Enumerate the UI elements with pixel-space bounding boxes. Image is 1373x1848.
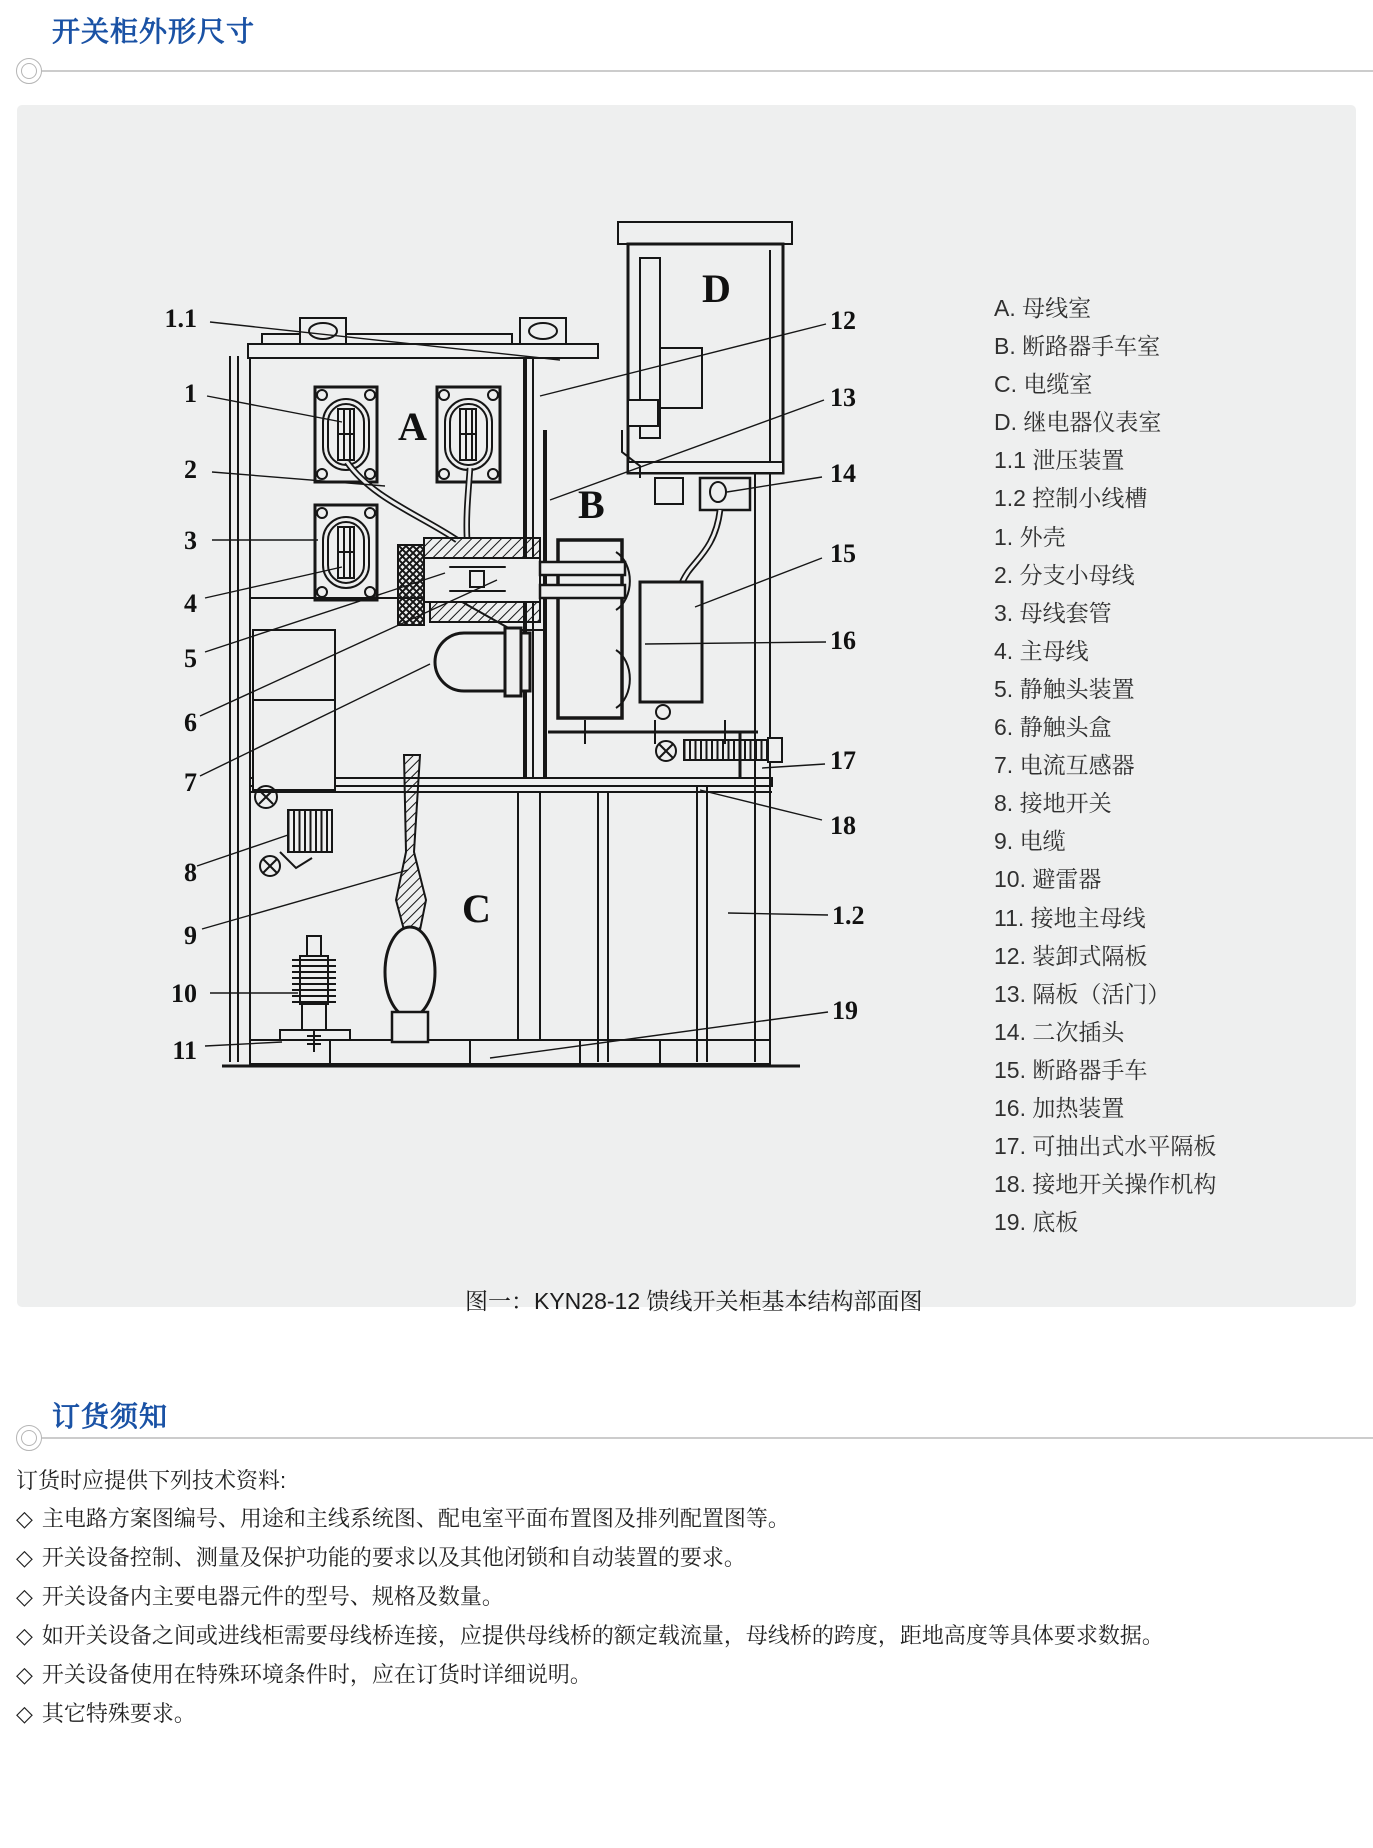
ordering-item-text: 开关设备内主要电器元件的型号、规格及数量。: [41, 1584, 504, 1609]
current-transformer: [435, 628, 530, 696]
callout-label: 6: [184, 708, 197, 737]
section1-ring-icon: [16, 58, 42, 84]
chamber-a-floor: [250, 598, 545, 790]
callout-label: 18: [830, 811, 856, 840]
chamber-c-label: C: [462, 886, 491, 931]
callout-label: 1.2: [832, 901, 865, 930]
figure-panel: [17, 105, 1356, 1314]
legend-item: 11. 接地主母线: [994, 904, 1146, 931]
chamber-b-label: B: [578, 482, 605, 527]
callout-numbers-left: [165, 304, 198, 1065]
legend-item: D. 继电器仪表室: [994, 409, 1162, 436]
heater-and-bus: [548, 720, 782, 778]
section1-divider: [42, 70, 1373, 72]
callout-label: 2: [184, 455, 197, 484]
legend-item: 14. 二次插头: [994, 1018, 1125, 1045]
legend-item: 9. 电缆: [994, 828, 1066, 855]
ordering-item-text: 开关设备控制、测量及保护功能的要求以及其他闭锁和自动装置的要求。: [41, 1545, 746, 1570]
legend-item: 2. 分支小母线: [994, 561, 1135, 588]
callout-label: 16: [830, 626, 856, 655]
callout-label: 4: [184, 589, 197, 618]
figure-legend: [994, 289, 1216, 1241]
legend-item: 10. 避雷器: [994, 866, 1102, 893]
legend-item: 17. 可抽出式水平隔板: [994, 1133, 1217, 1160]
section2-title: 订货须知: [52, 1401, 169, 1432]
legend-item: 8. 接地开关: [994, 790, 1112, 817]
callout-label: 17: [830, 746, 856, 775]
legend-item: 4. 主母线: [994, 637, 1089, 664]
ordering-item: [16, 1697, 196, 1728]
diamond-bullet-icon: ◇: [16, 1623, 33, 1648]
legend-item: 1. 外壳: [994, 523, 1066, 550]
section2-divider: [42, 1437, 1373, 1439]
chamber-d-label: D: [702, 266, 731, 311]
callout-label: 11: [172, 1036, 197, 1065]
callout-label: 3: [184, 526, 197, 555]
ordering-item: [16, 1502, 790, 1533]
callout-label: 8: [184, 858, 197, 887]
legend-item: 19. 底板: [994, 1209, 1079, 1236]
chamber-a-label: A: [398, 404, 427, 449]
diamond-bullet-icon: ◇: [16, 1662, 33, 1687]
cable-compartment: [255, 755, 540, 1052]
diamond-bullet-icon: ◇: [16, 1584, 33, 1609]
callout-label: 13: [830, 383, 856, 412]
callout-numbers-right: [830, 306, 865, 1025]
legend-item: 3. 母线套管: [994, 599, 1112, 626]
callout-label: 5: [184, 644, 197, 673]
callout-label: 1: [184, 379, 197, 408]
diamond-bullet-icon: ◇: [16, 1701, 33, 1726]
callout-label: 9: [184, 921, 197, 950]
legend-item: B. 断路器手车室: [994, 333, 1161, 360]
ordering-item-text: 开关设备使用在特殊环境条件时，应在订货时详细说明。: [41, 1662, 592, 1687]
legend-item: 1.2 控制小线槽: [994, 485, 1148, 512]
legend-item: 15. 断路器手车: [994, 1056, 1148, 1083]
section1-title: 开关柜外形尺寸: [52, 16, 256, 47]
legend-item: 16. 加热装置: [994, 1094, 1125, 1121]
diamond-bullet-icon: ◇: [16, 1506, 33, 1531]
callout-label: 19: [832, 996, 858, 1025]
ordering-item: [16, 1619, 1164, 1650]
ordering-item-text: 如开关设备之间或进线柜需要母线桥连接，应提供母线桥的额定载流量，母线桥的跨度，距地高度等具体要求数据。: [41, 1623, 1164, 1648]
legend-item: 1.1 泄压装置: [994, 447, 1125, 474]
legend-item: 12. 装卸式隔板: [994, 942, 1148, 969]
relay-instrument-box: [618, 222, 792, 473]
ordering-intro: 订货时应提供下列技术资料:: [16, 1468, 287, 1493]
legend-item: C. 电缆室: [994, 371, 1093, 398]
figure-caption: 图一：KYN28-12 馈线开关柜基本结构部面图: [465, 1288, 923, 1314]
callout-label: 10: [171, 979, 197, 1008]
ordering-item-text: 主电路方案图编号、用途和主线系统图、配电室平面布置图及排列配置图等。: [41, 1506, 790, 1531]
legend-item: A. 母线室: [994, 295, 1092, 321]
diamond-bullet-icon: ◇: [16, 1545, 33, 1570]
legend-item: 6. 静触头盒: [994, 714, 1112, 741]
callout-label: 7: [184, 768, 197, 797]
legend-item: 5. 静触头装置: [994, 675, 1135, 702]
ordering-item: [16, 1658, 592, 1689]
section2-ring-icon: [16, 1425, 42, 1451]
legend-item: 18. 接地开关操作机构: [994, 1171, 1217, 1198]
callout-label: 12: [830, 306, 856, 335]
callout-label: 15: [830, 539, 856, 568]
callout-label: 14: [830, 459, 856, 488]
callout-label: 1.1: [164, 304, 197, 333]
legend-item: 13. 隔板（活门）: [994, 980, 1171, 1007]
ordering-item: [16, 1580, 504, 1611]
legend-item: 7. 电流互感器: [994, 752, 1135, 779]
ordering-item-text: 其它特殊要求。: [41, 1701, 196, 1726]
ordering-item: [16, 1541, 746, 1572]
